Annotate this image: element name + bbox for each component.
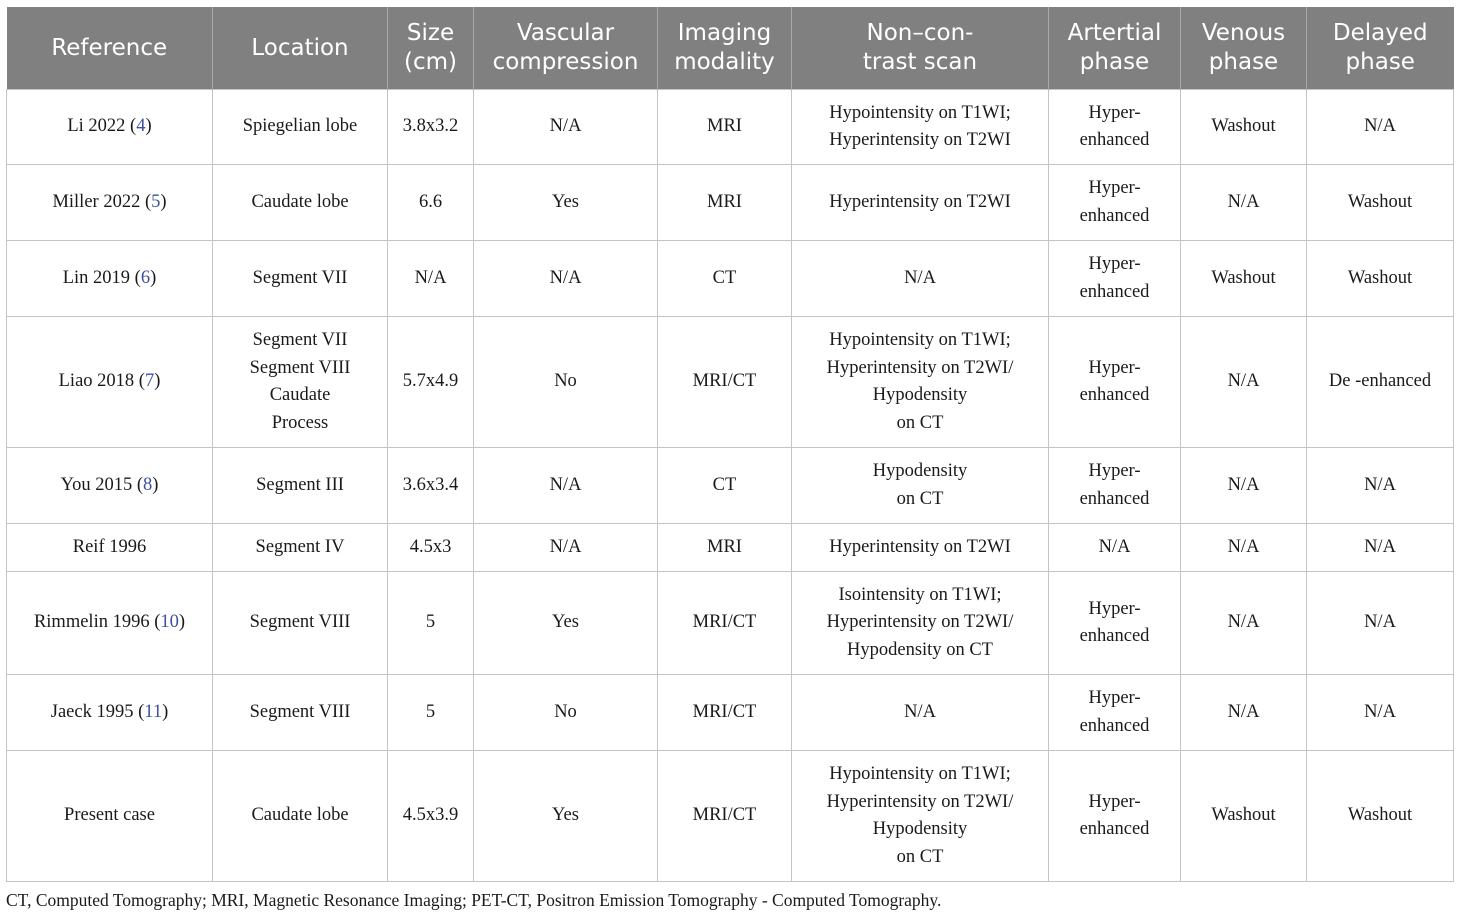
location-cell: Caudate lobe <box>213 751 388 882</box>
vascular-compression-cell: Yes <box>474 751 658 882</box>
imaging-modality-cell: MRI <box>658 524 792 572</box>
delayed-phase-cell: Washout <box>1307 241 1454 317</box>
vascular-compression-cell: N/A <box>474 90 658 165</box>
size-cell: 5 <box>388 572 474 675</box>
header-delayed-phase: Delayed phase <box>1307 7 1454 90</box>
location-cell: Caudate lobe <box>213 165 388 241</box>
size-cell: N/A <box>388 241 474 317</box>
size-cell: 5.7x4.9 <box>388 317 474 448</box>
reference-close-paren: ) <box>152 474 159 495</box>
non-contrast-scan-cell: Hypointensity on T1WI; Hyperintensity on T2WI <box>792 90 1049 165</box>
vascular-compression-cell: No <box>474 675 658 751</box>
header-row <box>7 7 1454 90</box>
vascular-compression-cell: Yes <box>474 165 658 241</box>
reference-cell <box>7 751 213 882</box>
non-contrast-scan-cell: Isointensity on T1WI; Hyperintensity on T2WI/ Hypodensity on CT <box>792 572 1049 675</box>
table-row <box>7 90 1454 165</box>
delayed-phase-cell: Washout <box>1307 165 1454 241</box>
non-contrast-scan-cell: Hypodensity on CT <box>792 448 1049 524</box>
reference-close-paren: ) <box>162 701 169 722</box>
size-cell: 6.6 <box>388 165 474 241</box>
location-cell: Segment VIII <box>213 675 388 751</box>
delayed-phase-cell: N/A <box>1307 675 1454 751</box>
venous-phase-cell: N/A <box>1181 572 1307 675</box>
arterial-phase-cell: Hyper- enhanced <box>1049 241 1181 317</box>
arterial-phase-cell: N/A <box>1049 524 1181 572</box>
vascular-compression-cell: No <box>474 317 658 448</box>
arterial-phase-cell: Hyper- enhanced <box>1049 317 1181 448</box>
reference-citation-link[interactable]: 6 <box>140 267 151 288</box>
table-row <box>7 317 1454 448</box>
reference-cell <box>7 241 213 317</box>
comparison-table-container <box>6 7 1453 882</box>
venous-phase-cell: Washout <box>1181 241 1307 317</box>
arterial-phase-cell: Hyper- enhanced <box>1049 751 1181 882</box>
reference-citation-link[interactable]: 4 <box>136 116 146 137</box>
reference-close-paren: ) <box>150 267 157 288</box>
location-cell: Spiegelian lobe <box>213 90 388 165</box>
reference-citation-link[interactable]: 7 <box>144 371 155 392</box>
reference-name: Miller 2022 ( <box>52 191 152 212</box>
non-contrast-scan-cell: Hypointensity on T1WI; Hyperintensity on T2WI/ Hypodensity on CT <box>792 317 1049 448</box>
reference-cell <box>7 317 213 448</box>
delayed-phase-cell: N/A <box>1307 90 1454 165</box>
reference-name: Jaeck 1995 ( <box>50 701 145 722</box>
size-cell: 3.8x3.2 <box>388 90 474 165</box>
reference-close-paren: ) <box>160 191 167 212</box>
table-row <box>7 524 1454 572</box>
venous-phase-cell: Washout <box>1181 751 1307 882</box>
reference-citation-link[interactable]: 8 <box>143 474 153 495</box>
header-imaging-modality: Imaging modality <box>658 7 792 90</box>
non-contrast-scan-cell: Hypointensity on T1WI; Hyperintensity on T2WI/ Hypodensity on CT <box>792 751 1049 882</box>
reference-name: Present case <box>64 805 155 826</box>
reference-citation-link[interactable]: 10 <box>160 612 179 633</box>
header-location: Location <box>213 7 388 90</box>
reference-close-paren: ) <box>154 371 161 392</box>
imaging-modality-cell: MRI <box>658 165 792 241</box>
reference-cell <box>7 675 213 751</box>
arterial-phase-cell: Hyper- enhanced <box>1049 675 1181 751</box>
header-venous-phase: Venous phase <box>1181 7 1307 90</box>
arterial-phase-cell: Hyper- enhanced <box>1049 165 1181 241</box>
table-row <box>7 751 1454 882</box>
imaging-modality-cell: MRI/CT <box>658 751 792 882</box>
reference-cell <box>7 165 213 241</box>
vascular-compression-cell: N/A <box>474 241 658 317</box>
arterial-phase-cell: Hyper- enhanced <box>1049 448 1181 524</box>
size-cell: 4.5x3.9 <box>388 751 474 882</box>
reference-cell <box>7 448 213 524</box>
reference-name: Li 2022 ( <box>67 116 137 137</box>
venous-phase-cell: N/A <box>1181 317 1307 448</box>
reference-close-paren: ) <box>178 612 186 633</box>
location-cell: Segment IV <box>213 524 388 572</box>
vascular-compression-cell: N/A <box>474 524 658 572</box>
size-cell: 5 <box>388 675 474 751</box>
non-contrast-scan-cell: Hyperintensity on T2WI <box>792 165 1049 241</box>
imaging-modality-cell: MRI/CT <box>658 317 792 448</box>
reference-cell <box>7 90 213 165</box>
header-reference: Reference <box>7 7 213 90</box>
vascular-compression-cell: N/A <box>474 448 658 524</box>
reference-name: You 2015 ( <box>60 474 143 495</box>
table-row <box>7 572 1454 675</box>
table-row <box>7 675 1454 751</box>
reference-cell <box>7 572 213 675</box>
non-contrast-scan-cell: N/A <box>792 241 1049 317</box>
location-cell: Segment III <box>213 448 388 524</box>
arterial-phase-cell: Hyper- enhanced <box>1049 572 1181 675</box>
size-cell: 3.6x3.4 <box>388 448 474 524</box>
imaging-modality-cell: CT <box>658 448 792 524</box>
reference-name: Liao 2018 ( <box>58 371 145 392</box>
table-row <box>7 165 1454 241</box>
reference-name: Rimmelin 1996 ( <box>33 612 161 633</box>
reference-citation-link[interactable]: 5 <box>151 191 161 212</box>
venous-phase-cell: N/A <box>1181 524 1307 572</box>
table-row <box>7 448 1454 524</box>
reference-citation-link[interactable]: 11 <box>144 701 163 722</box>
imaging-modality-cell: MRI/CT <box>658 675 792 751</box>
venous-phase-cell: Washout <box>1181 90 1307 165</box>
imaging-modality-cell: MRI/CT <box>658 572 792 675</box>
delayed-phase-cell: Washout <box>1307 751 1454 882</box>
header-vascular-compression: Vascular compression <box>474 7 658 90</box>
reference-close-paren: ) <box>145 116 152 137</box>
arterial-phase-cell: Hyper- enhanced <box>1049 90 1181 165</box>
delayed-phase-cell: N/A <box>1307 448 1454 524</box>
imaging-modality-cell: CT <box>658 241 792 317</box>
reference-name: Reif 1996 <box>72 536 147 557</box>
size-cell: 4.5x3 <box>388 524 474 572</box>
reference-cell <box>7 524 213 572</box>
comparison-table <box>6 7 1454 882</box>
location-cell: Segment VII <box>213 241 388 317</box>
table-footnote: CT, Computed Tomography; MRI, Magnetic Resonance Imaging; PET-CT, Positron Emission Tomography - Computed Tomography. <box>6 890 942 910</box>
header-size: Size (cm) <box>388 7 474 90</box>
location-cell: Segment VII Segment VIII Caudate Process <box>213 317 388 448</box>
venous-phase-cell: N/A <box>1181 675 1307 751</box>
reference-name: Lin 2019 ( <box>62 267 141 288</box>
header-non-contrast-scan: Non–con- trast scan <box>792 7 1049 90</box>
delayed-phase-cell: N/A <box>1307 572 1454 675</box>
non-contrast-scan-cell: N/A <box>792 675 1049 751</box>
non-contrast-scan-cell: Hyperintensity on T2WI <box>792 524 1049 572</box>
venous-phase-cell: N/A <box>1181 448 1307 524</box>
delayed-phase-cell: N/A <box>1307 524 1454 572</box>
imaging-modality-cell: MRI <box>658 90 792 165</box>
delayed-phase-cell: De -enhanced <box>1307 317 1454 448</box>
venous-phase-cell: N/A <box>1181 165 1307 241</box>
vascular-compression-cell: Yes <box>474 572 658 675</box>
table-row <box>7 241 1454 317</box>
location-cell: Segment VIII <box>213 572 388 675</box>
header-arterial-phase: Artertial phase <box>1049 7 1181 90</box>
